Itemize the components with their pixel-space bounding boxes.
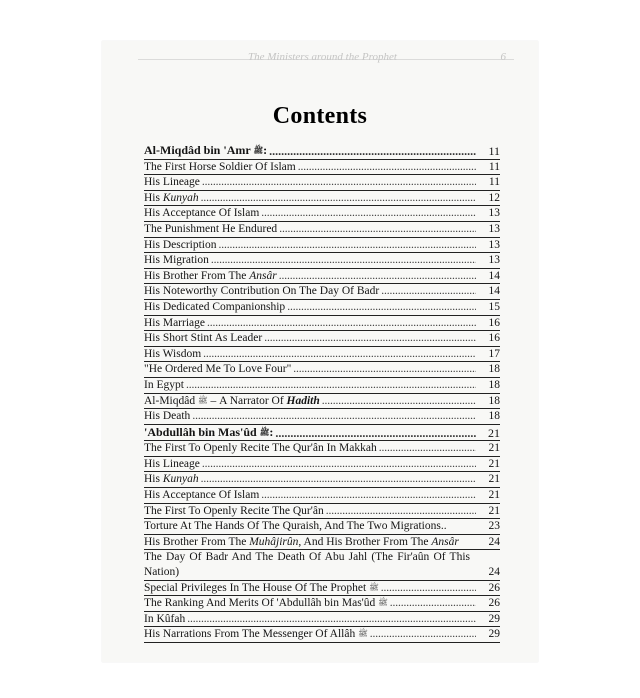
toc-section-heading [144,143,500,160]
toc-entry-title [144,488,259,503]
honorific-glyph: ﷺ [197,395,208,405]
toc-entry-title [144,519,447,534]
honorific-glyph: ﷺ [358,629,368,639]
toc-entry-title [144,238,217,253]
toc-entry [144,206,500,222]
toc-text-part: His [144,473,163,486]
toc-text-part: His Description [144,238,217,251]
toc-page-number: 18 [488,378,500,391]
toc-text-part: , And His Brother From The [298,535,432,548]
toc-text-part: His [144,191,163,204]
toc-entry [144,331,500,347]
toc-page-number: 21 [488,473,500,486]
leader-dots [379,441,476,456]
toc-entry [144,347,500,363]
toc-page-number: 12 [488,191,500,204]
bleed-through-running-header [138,51,506,63]
toc-entry-title [144,378,184,393]
toc-entry [144,441,500,457]
toc-page-number: 21 [488,442,500,455]
leader-dots [390,596,476,611]
toc-entry-title [144,362,291,377]
toc-entry-title [144,222,277,237]
toc-entry [144,160,500,176]
toc-entry [144,362,500,378]
leader-dots [298,160,476,175]
toc-text-part: His Dedicated Companionship [144,300,286,313]
toc-text-part: : [269,424,274,439]
toc-page-number: 21 [488,457,500,470]
toc-text-part: Hadith [286,394,320,407]
toc-text-part: Kunyah [162,191,199,204]
toc-text-part: Ansâr [249,269,277,282]
toc-entry-title [144,504,324,519]
toc-entry-title [144,300,285,315]
toc-entry [144,191,500,207]
leader-dots [192,409,476,424]
toc-text-part: The First To Openly Recite The Qur'ân In Makkah [144,442,377,455]
toc-text-part: In Egypt [144,378,184,391]
table-of-contents [144,143,500,643]
toc-entry-title [144,472,199,487]
leader-dots [264,331,476,346]
toc-entry-title [144,191,199,206]
leader-dots [211,253,476,268]
toc-text-part: 'Abdullâh bin Mas'ûd [144,424,260,439]
leader-dots [202,457,476,472]
toc-text-part: His Wisdom [144,347,202,360]
toc-page-number: 14 [488,269,500,282]
toc-entry-title [144,175,200,190]
toc-page-number: 13 [488,238,500,251]
toc-page-number: 14 [488,285,500,298]
toc-entry [144,519,500,535]
leader-dots [279,222,476,237]
toc-text-part: In Kûfah [144,612,186,625]
leader-dots [201,472,476,487]
toc-page-number: 13 [488,222,500,235]
toc-entry-title [144,160,296,175]
honorific-glyph: ﷺ [369,582,379,592]
toc-page-number: 18 [488,394,500,407]
toc-text-part: His Brother From The [144,535,250,548]
toc-page-number: 18 [488,410,500,423]
toc-text-part: "He Ordered Me To Love Four" [144,363,292,376]
toc-text-part: His Migration [144,254,209,267]
toc-text-part: Special Privileges In The House Of The Prophet [144,581,370,594]
toc-page-number: 23 [488,520,500,533]
toc-text-part: Muhâjirûn [249,535,299,548]
toc-entry-title [144,316,205,331]
leader-dots [293,362,476,377]
toc-entry [144,300,500,316]
toc-text-part: The Day Of Badr And The Death Of Abu Jahl (The Fir'aûn Of This Nation) [144,551,470,579]
toc-entry-title [144,347,201,362]
leader-dots [287,300,476,315]
toc-entry-title [144,441,377,456]
toc-entry [144,550,500,580]
toc-entry [144,535,500,551]
toc-text-part: Torture At The Hands Of The Quraish, And The Two Migrations.. [144,520,447,533]
toc-text-part: Al-Miqdâd bin 'Amr [144,143,254,157]
toc-page-number: 26 [488,581,500,594]
toc-page-number: 21 [488,425,500,440]
toc-entry-title [144,627,368,642]
toc-entry-title [144,253,209,268]
page-title: Contents [272,103,368,129]
toc-entry-title [144,331,262,346]
toc-text-part: Kunyah [162,473,199,486]
toc-page-number: 29 [488,612,500,625]
honorific-glyph: ﷺ [378,598,388,608]
honorific-glyph: ﷺ [253,146,264,155]
leader-dots [203,347,476,362]
toc-entry [144,238,500,254]
toc-page-number: 16 [488,332,500,345]
toc-entry [144,472,500,488]
toc-entry [144,316,500,332]
toc-entry-title [144,457,200,472]
leader-dots [261,488,476,503]
toc-text-part: His Brother From The [144,269,250,282]
leader-dots [381,581,476,596]
toc-text-part: His Marriage [144,316,205,329]
toc-entry [144,378,500,394]
leader-dots [186,378,476,393]
toc-text-part: His Short Stint As Leader [144,332,263,345]
toc-entry-title [144,143,267,159]
toc-text-part: His Lineage [144,176,200,189]
toc-text-part: His Lineage [144,457,200,470]
toc-entry-title [144,596,388,611]
toc-text-part: Ansâr [431,535,459,548]
toc-entry [144,253,500,269]
toc-page-number: 18 [488,363,500,376]
running-page-number: 6 [500,51,506,63]
toc-entry [144,581,500,597]
toc-text-part: His Noteworthy Contribution On The Day Of Badr [144,285,380,298]
toc-page-number: 11 [488,144,500,158]
toc-text-part: The Ranking And Merits Of 'Abdullâh bin Mas'ûd [144,597,379,610]
leader-dots [269,144,476,159]
leader-dots [279,269,476,284]
toc-page-number: 17 [488,347,500,360]
toc-text-part: The First To Openly Recite The Qur'ân [144,504,324,517]
toc-page-number: 13 [488,207,500,220]
toc-text-part: His Acceptance Of Islam [144,489,260,502]
leader-dots [275,426,476,441]
toc-page-number: 13 [488,254,500,267]
toc-entry-title [144,612,185,627]
toc-entry [144,284,500,300]
leader-dots [207,316,476,331]
toc-entry [144,612,500,628]
running-title: The Ministers around the Prophet [248,51,397,63]
toc-page-number: 24 [488,566,500,579]
toc-text-part: – A Narrator Of [207,394,287,407]
book-page [102,41,538,662]
toc-page-number: 24 [488,535,500,548]
header-rule [138,59,514,60]
toc-page-number: 16 [488,316,500,329]
toc-text-part: The Punishment He Endured [144,222,278,235]
toc-entry-title [144,394,320,409]
toc-page-number: 26 [488,597,500,610]
toc-entry [144,504,500,520]
toc-entry-title [144,550,500,579]
toc-text-part: The First Horse Soldier Of Islam [144,160,296,173]
leader-dots [202,175,476,190]
toc-entry [144,175,500,191]
leader-dots [370,627,476,642]
toc-text-part: His Narrations From The Messenger Of Allâh [144,628,359,641]
toc-entry-title [144,581,379,596]
leader-dots [219,238,476,253]
toc-page-number: 11 [488,160,500,173]
toc-page-number: 15 [488,300,500,313]
toc-entry [144,488,500,504]
leader-dots [261,206,476,221]
toc-page-number: 29 [488,628,500,641]
toc-section-heading [144,425,500,442]
leader-dots [201,191,476,206]
toc-text-part: His Acceptance Of Islam [144,207,260,220]
toc-entry-title [144,206,259,221]
toc-entry-title [144,284,379,299]
toc-entry-title [144,425,273,441]
toc-page-number: 21 [488,504,500,517]
toc-text-part: Al-Miqdâd [144,394,198,407]
toc-entry [144,269,500,285]
toc-entry [144,457,500,473]
toc-text-part: His Death [144,410,191,423]
toc-entry-title [144,535,500,550]
toc-entry [144,596,500,612]
toc-entry [144,394,500,410]
toc-text-part: : [263,143,268,157]
toc-entry [144,627,500,643]
toc-page-number: 11 [488,176,500,189]
honorific-glyph: ﷺ [259,427,270,437]
toc-entry-title [144,409,190,424]
leader-dots [322,394,476,409]
toc-entry [144,222,500,238]
toc-entry-title [144,269,277,284]
leader-dots [326,504,476,519]
leader-dots [187,612,476,627]
toc-page-number: 21 [488,489,500,502]
toc-entry [144,409,500,425]
leader-dots [381,284,476,299]
